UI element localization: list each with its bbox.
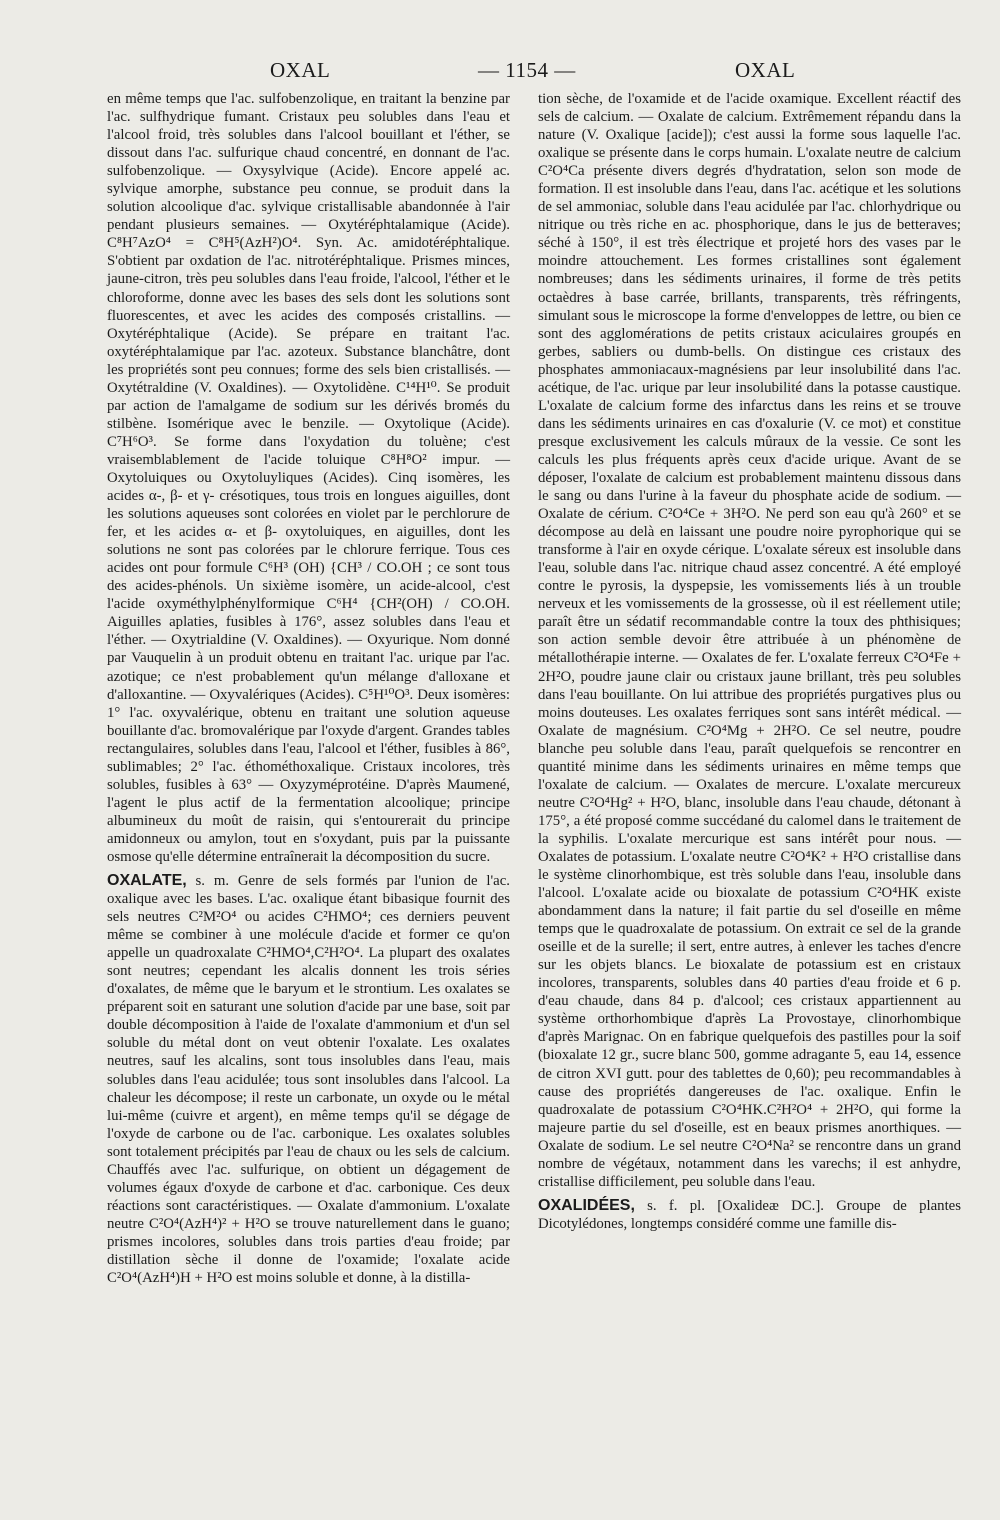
right-column xyxy=(538,90,961,1233)
running-head-right: OXAL xyxy=(735,58,796,82)
entry-oxalidees-body: s. f. pl. [Oxalideæ DC.]. Groupe de plantes Dicotylédones, longtemps considéré comme une famille dis- xyxy=(538,1197,962,1232)
entry-oxalate-body: s. m. Genre de sels formés par l'union de l'ac. oxalique avec les bases. L'ac. oxalique étant bibasique fournit des sels neutres C²M²O⁴ ou acides C²HMO⁴; ces derniers peuvent même se combiner à une molécule d'acide et former ce qu'on appelle un quadroxalate C²HMO⁴,C²H²O⁴. La plupart des oxalates sont neutres; cependant les alcalis donnent les trois séries d'oxalates, de même que le baryum et le strontium. Les oxalates se préparent soit en saturant une solution d'acide par une base, soit par double décomposition à l'aide de l'oxalate d'ammonium et d'un sel soluble du métal dont on veut obtenir l'oxalate. Les oxalates neutres, sauf les alcalins, sont tous insolubles dans l'eau, mais solubles dans l'eau acidulée; tous sont insolubles dans l'alcool. La chaleur les décompose; il reste un carbonate, un oxyde ou le métal lui-même (cuivre et argent), en même temps qu'il se dégage de l'oxyde de carbone ou de l'ac. carbonique. Les oxalates solubles sont totalement précipités par l'eau de chaux ou les sels de calcium. Chauffés avec l'ac. sulfurique, on obtient un dégagement de volumes égaux d'oxyde de carbone et d'ac. carbonique. Ces deux réactions sont caractéristiques. — Oxalate d'ammonium. L'oxalate neutre C²O⁴(AzH⁴)² + H²O se trouve naturellement dans le guano; prismes incolores, solubles dans trois parties d'eau froide; par distillation sèche il donne de l'oxamide; l'oxalate acide C²O⁴(AzH⁴)H + H²O est moins soluble et donne, à la distilla- xyxy=(107,873,510,1287)
paragraph-oxalates: tion sèche, de l'oxamide et de l'acide oxamique. Excellent réactif des sels de calcium. — Oxalate de calcium. Extrêmement répandu dans la nature (V. Oxalique [acide]); c'est aussi la forme sous laquelle l'ac. oxalique se présente dans le corps humain. L'oxalate neutre de calcium C²O⁴Ca présente divers degrés d'hydratation, selon son mode de formation. Il est insoluble dans l'eau, dans l'ac. acétique et les solutions de sel ammoniac, soluble dans l'eau acidulée par l'ac. chlorhydrique ou nitrique ou très riche en ac. phosphorique, dans le jus de betteraves; séché à 150°, il est très électrique et projeté hors des vases par le moindre attouchement. Les formes cristallines sont également nombreuses; dans les sédiments urinaires, il forme de très petits octaèdres à base carrée, brillants, transparents, très réfringents, simulant sous le microscope la forme d'enveloppes de lettre, ou bien ce sont des agglomérations de petits cristaux aciculaires groupés en gerbes, sabliers ou dumb-bells. On distingue ces cristaux des phosphates ammoniacaux-magnésiens par leur insolubilité dans l'ac. acétique, de l'ac. urique par leur insolubilité dans la potasse caustique. L'oxalate de calcium forme des infarctus dans les reins et se trouve dans les sédiments urinaires en cas d'oxalurie (V. ce mot) et constitue presque exclusivement les calculs mûraux de la vessie. Ce sont les calculs les plus fréquents après ceux d'acide urique. Avant de se déposer, l'oxalate de calcium est probablement maintenu dissous dans le sang ou dans l'urine à la faveur du phosphate acide de sodium. — Oxalate de cérium. C²O⁴Ce + 3H²O. Ne perd son eau qu'à 260° et se décompose au delà en laissant une poudre noire pyrophorique qui se transforme à l'air en oxyde cérique. L'oxalate séreux est insoluble dans l'eau, soluble dans l'ac. nitrique chaud assez concentré. A été employé contre le pyrosis, la dyspepsie, les vomissements liés à un trouble nerveux et les vomissements de la grossesse, où il est réellement utile; paraît être un sédatif recommandable contre la toux des phthisiques; son action semble devoir être attribuée à un phénomène de métallothérapie interne. — Oxalates de fer. L'oxalate ferreux C²O⁴Fe + 2H²O, poudre jaune clair ou cristaux jaune brillant, très peu solubles dans l'eau bouillante. On lui attribue des propriétés purgatives plus ou moins douteuses. Les oxalates ferriques sont sans intérêt médical. — Oxalate de magnésium. C²O⁴Mg + 2H²O. Ce sel neutre, poudre blanche peu soluble dans l'eau, paraît quelquefois se rencontrer en quantité minime dans les sédiments urinaires en même temps que l'oxalate de calcium. — Oxalates de mercure. L'oxalate mercureux neutre C²O⁴Hg² + H²O, blanc, insoluble dans l'eau chaude, détonant à 175°, a été proposé comme succédané du calomel dans le traitement de la syphilis. L'oxalate mercurique est sans intérêt pour nous. — Oxalates de potassium. L'oxalate neutre C²O⁴K² + H²O cristallise dans le système clinorhombique, est très soluble dans l'eau, insoluble dans l'alcool. L'oxalate acide ou bioxalate de potassium C²O⁴HK existe abondamment dans la nature; il fait partie du sel d'oseille en même temps que le quadroxalate de potassium. On extrait ce sel de la grande oseille et de la surelle; il sert, entre autres, à enlever les taches d'encre sur les objets blancs. Le bioxalate de potassium est en cristaux incolores, transparents, solubles dans 40 parties d'eau froide et 6 p. d'eau chaude, dans 84 p. d'alcool; ces cristaux appartiennent au système orthorhombique d'après La Provostaye, clinorhombique d'après Marignac. On en fabrique quelquefois des pastilles pour la soif (bioxalate 12 gr., sucre blanc 500, gomme adragante 5, eau 14, essence de citron XVI gutt. pour des tablettes de 0,60); peu recommandables à cause des propriétés dangereuses de l'ac. oxalique. Enfin le quadroxalate de potassium C²O⁴HK.C²H²O⁴ + 2H²O, qui forme la majeure partie du sel d'oseille, est en beaux prismes anorthiques. — Oxalate de sodium. Le sel neutre C²O⁴Na² se rencontre dans un grand nombre de végétaux, notamment dans les varechs; il est anhydre, cristallise difficilement, peu soluble dans l'eau. xyxy=(538,91,961,1190)
left-column xyxy=(107,90,510,1287)
entry-oxalate xyxy=(107,872,510,1287)
headword-oxalate: OXALATE, xyxy=(107,872,187,890)
entry-oxalidees xyxy=(538,1197,961,1233)
page-number: — 1154 — xyxy=(478,58,576,82)
paragraph-oxy-entries: en même temps que l'ac. sulfobenzolique, en traitant la benzine par l'ac. sulfhydrique fumant. Cristaux peu solubles dans l'eau et l'alcool froid, très solubles dans l'alcool bouillant et l'éther, se dissout dans l'ac. sulfurique chaud concentré, en donnant de l'ac. sulfobenzolique. — Oxysylvique (Acide). Encore appelé ac. sylvique amorphe, substance peu connue, se produit dans la solution alcoolique d'ac. sylvique cristallisable abandonnée à l'air pendant plusieurs semaines. — Oxytéréphtalamique (Acide). C⁸H⁷AzO⁴ = C⁸H⁵(AzH²)O⁴. Syn. Ac. amidotéréphtalique. S'obtient par oxdation de l'ac. nitrotéréphtalique. Prismes minces, jaune-citron, très peu solubles dans l'eau froide, l'alcool, l'éther et le chloroforme, donne avec les bases des sels dont les solutions sont fluorescentes, et avec les acides des composés cristallins. — Oxytéréphtalique (Acide). Se prépare en traitant l'ac. oxytéréphtalamique par l'ac. azoteux. Substance blanchâtre, dont les propriétés sont peu connues; forme des sels bien cristallisés. — Oxytétraldine (V. Oxaldines). — Oxytolidène. C¹⁴H¹⁰. Se produit par action de l'amalgame de sodium sur les dérivés bromés du stilbène. Isomérique avec le benzile. — Oxytoliquе (Acide). C⁷H⁶O³. Se forme dans l'oxydation du toluène; c'est vraisemblablement de l'acide toluique C⁸H⁸O² impur. — Oxytoluiques ou Oxytoluyliques (Acides). Cinq isomères, les acides α-, β- et γ- crésotiques, tous trois en longues aiguilles, dont les solutions aqueuses sont colorées en violet par le perchlorure de fer, et les acides α- et β- oxytoluiques, en aiguilles, dont les solutions ne sont pas colorées par le chlorure ferrique. Tous ces acides ont pour formule C⁶H³ (OH) {CH³ / CO.OH ; ce sont tous des acides-phénols. Un sixième isomère, un acide-alcool, c'est l'acide oxyméthylphénylformique C⁶H⁴ {CH²(OH) / CO.OH. Aiguilles aplaties, fusibles à 176°, assez solubles dans l'eau et l'éther. — Oxytrialdine (V. Oxaldines). — Oxyurique. Nom donné par Vauquelin à un produit obtenu en traitant l'ac. urique par l'ac. azotique; ce n'est probablement qu'un mélange d'alloxane et d'alloxantine. — Oxyvalériques (Acides). C⁵H¹⁰O³. Deux isomères: 1° l'ac. oxyvalérique, obtenu en traitant une solution aqueuse bouillante d'ac. bromovalérique par l'oxyde d'argent. Grandes tables rectangulaires, solubles dans l'eau, l'alcool et l'éther, fusibles à 86°, sublimables; 2° l'ac. éthométhoxalique. Cristaux incolores, très solubles, fusibles à 63° — Oxyzyméprotéine. D'après Maumené, l'agent le plus actif de la fermentation alcoolique; principe albumineux du moût de raisin, qui s'entourerait du principe amidonneux ou amylon, tout en s'oxydant, puis par la puissante osmose qu'elle détermine entraînerait la décomposition du sucre. xyxy=(107,91,510,865)
headword-oxalidees: OXALIDÉES, xyxy=(538,1196,635,1214)
running-head-left: OXAL xyxy=(270,58,331,82)
